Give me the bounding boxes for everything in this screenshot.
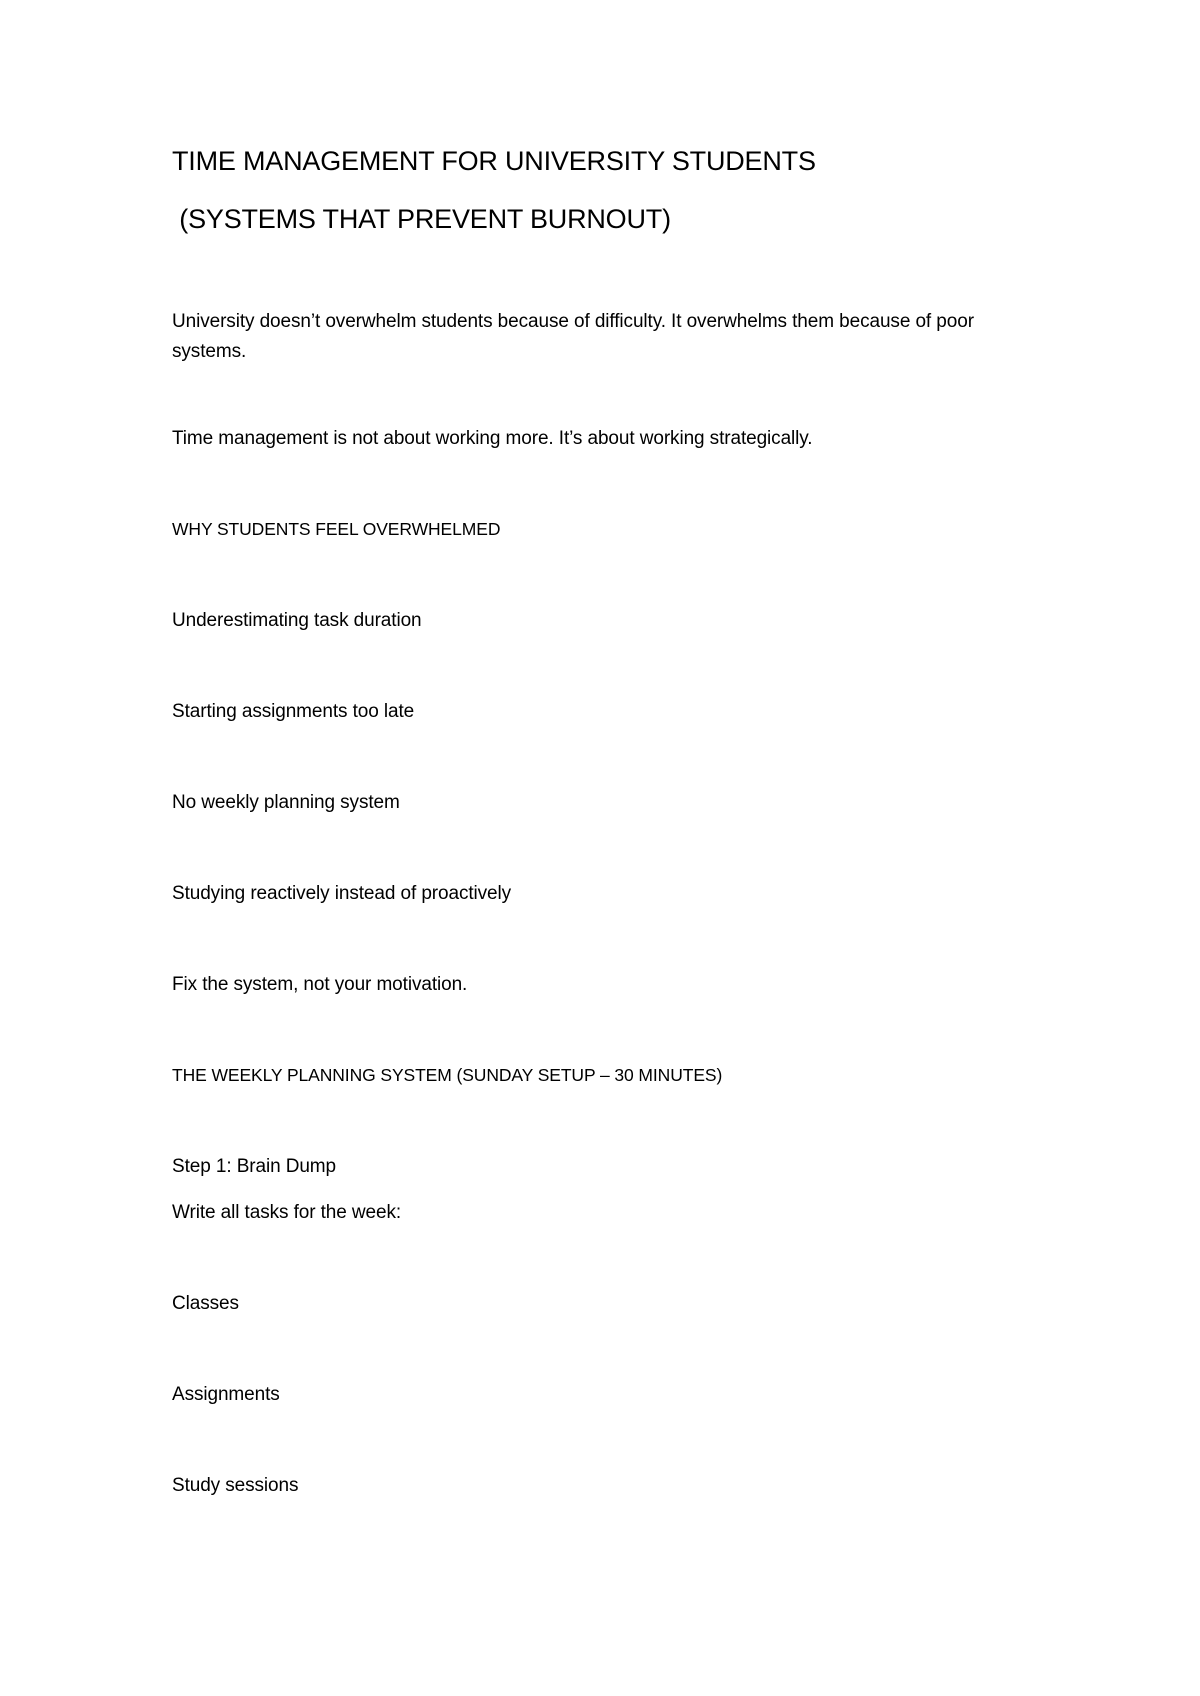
list-item: Study sessions: [172, 1475, 299, 1496]
list-item: Assignments: [172, 1384, 280, 1405]
section-heading-why: WHY STUDENTS FEEL OVERWHELMED: [172, 519, 501, 539]
step-title: Step 1: Brain Dump: [172, 1156, 337, 1177]
intro-paragraph: University doesn’t overwhelm students because of difficulty. It overwhelms them because of poor systems.: [172, 311, 974, 362]
document-subtitle: (SYSTEMS THAT PREVENT BURNOUT): [172, 204, 671, 234]
list-item: No weekly planning system: [172, 792, 400, 813]
list-item: Starting assignments too late: [172, 701, 415, 722]
list-item: Classes: [172, 1293, 239, 1314]
principle-paragraph: Time management is not about working more. It’s about working strategically.: [172, 428, 813, 449]
step-instruction: Write all tasks for the week:: [172, 1202, 402, 1223]
document-title: TIME MANAGEMENT FOR UNIVERSITY STUDENTS: [172, 146, 816, 176]
list-item: Studying reactively instead of proactively: [172, 883, 512, 904]
section-heading-weekly: THE WEEKLY PLANNING SYSTEM (SUNDAY SETUP – 30 MINUTES): [172, 1065, 723, 1085]
list-item: Underestimating task duration: [172, 610, 422, 631]
conclusion-paragraph: Fix the system, not your motivation.: [172, 974, 468, 995]
